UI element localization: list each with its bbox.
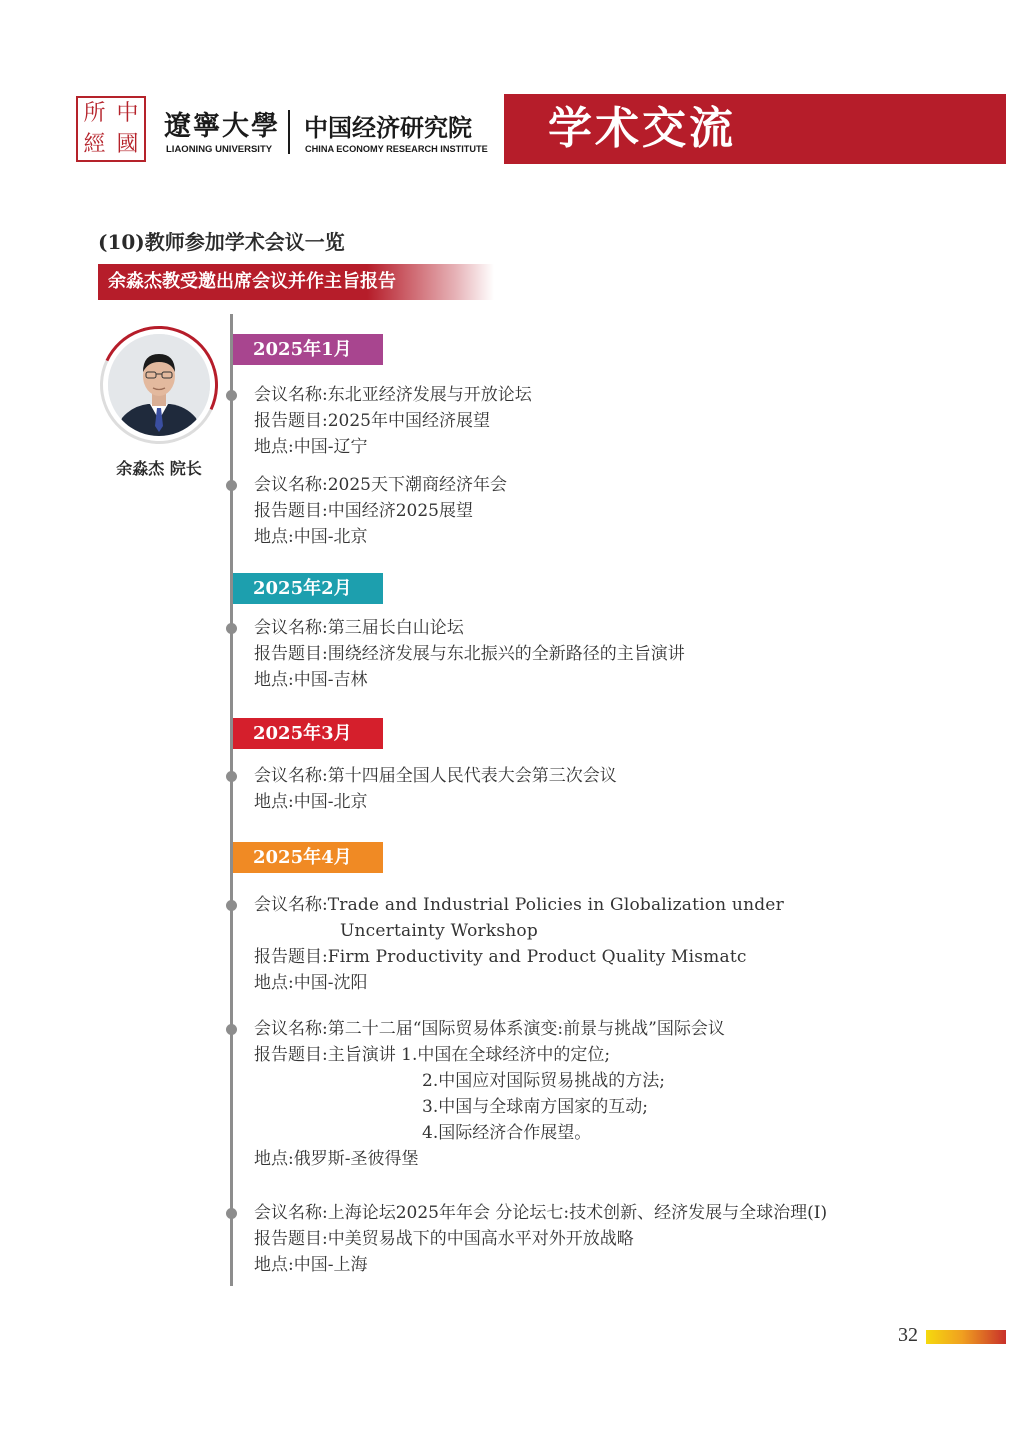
meeting-label: 会议名称: [254,385,328,405]
institute-name: 中国经济研究院 [304,114,472,142]
location: 中国-辽宁 [293,437,368,457]
report-topic-item: 2.中国应对国际贸易挑战的方法; [422,1071,665,1091]
topic-label: 报告题目: [254,501,328,521]
meeting-label: 会议名称: [254,1203,328,1223]
topic-label: 报告题目: [254,1045,328,1065]
location: 中国-北京 [293,527,368,547]
meeting-label: 会议名称: [254,1019,328,1039]
conference-entry [254,892,784,996]
meeting-name: 上海论坛2025年年会 分论坛七:技术创新、经济发展与全球治理(I) [327,1203,828,1223]
location-label: 地点: [254,1255,294,1275]
conference-entry [254,472,507,550]
timeline-dot [226,1208,237,1219]
conference-entry [254,763,617,815]
meeting-name: 第二十二届“国际贸易体系演变:前景与挑战”国际会议 [327,1019,725,1039]
avatar [108,334,210,436]
topic-label: 报告题目: [254,947,328,967]
section-title: (10)教师参加学术会议一览 [98,230,345,254]
seal-char: 經 [83,131,106,157]
report-topic-item: 4.国际经济合作展望。 [422,1123,592,1143]
location-label: 地点: [254,437,294,457]
topic-label: 报告题目: [254,644,328,664]
report-topic: 主旨演讲 1.中国在全球经济中的定位; [327,1045,611,1065]
conference-entry [254,382,532,460]
report-topic: 围绕经济发展与东北振兴的全新路径的主旨演讲 [327,644,685,664]
report-topic: Firm Productivity and Product Quality Mismatc [327,947,747,967]
conference-entry [254,615,685,693]
timeline-dot [226,480,237,491]
university-logo-text: 遼寧大學 [164,111,280,142]
topic-label: 报告题目: [254,1229,328,1249]
person-name: 余淼杰 院长 [116,459,202,478]
topic-label: 报告题目: [254,411,328,431]
timeline-dot [226,623,237,634]
meeting-name: 第十四届全国人民代表大会第三次会议 [327,766,617,786]
seal-char: 所 [83,100,106,126]
location: 中国-北京 [293,792,368,812]
meeting-name-continued: Uncertainty Workshop [340,921,538,941]
month-label-mar: 2025年3月 [233,718,383,749]
meeting-name: 第三届长白山论坛 [327,618,464,638]
university-name-en: LIAONING UNIVERSITY [166,144,273,155]
location: 俄罗斯-圣彼得堡 [293,1149,419,1169]
meeting-label: 会议名称: [254,766,328,786]
subtitle-banner: 余淼杰教受邀出席会议并作主旨报告 [98,264,494,300]
location-label: 地点: [254,1149,294,1169]
institute-name-en: CHINA ECONOMY RESEARCH INSTITUTE [305,144,488,154]
meeting-label: 会议名称: [254,475,328,495]
report-topic: 2025年中国经济展望 [327,411,490,431]
location: 中国-上海 [293,1255,368,1275]
meeting-name: Trade and Industrial Policies in Globalization under [327,895,784,915]
logo-divider [288,110,290,154]
location: 中国-沈阳 [293,973,368,993]
institute-seal-logo [76,96,146,162]
location: 中国-吉林 [293,670,368,690]
month-label-apr: 2025年4月 [233,842,383,873]
conference-entry [254,1016,725,1172]
location-label: 地点: [254,527,294,547]
report-topic-item: 3.中国与全球南方国家的互动; [422,1097,648,1117]
meeting-name: 东北亚经济发展与开放论坛 [327,385,532,405]
seal-char: 國 [116,131,139,157]
meeting-label: 会议名称: [254,618,328,638]
report-topic: 中美贸易战下的中国高水平对外开放战略 [327,1229,634,1249]
location-label: 地点: [254,670,294,690]
timeline-dot [226,771,237,782]
header-banner: 学术交流 [504,94,1006,164]
timeline-dot [226,900,237,911]
month-label-feb: 2025年2月 [233,573,383,604]
meeting-label: 会议名称: [254,895,328,915]
meeting-name: 2025天下潮商经济年会 [327,475,507,495]
seal-char: 中 [116,100,139,126]
page-number: 32 [898,1324,918,1346]
month-label-jan: 2025年1月 [233,334,383,365]
location-label: 地点: [254,973,294,993]
timeline-line [230,314,233,1286]
location-label: 地点: [254,792,294,812]
page-accent-bar [926,1330,1006,1344]
timeline-dot [226,390,237,401]
conference-entry [254,1200,827,1278]
report-topic: 中国经济2025展望 [327,501,473,521]
timeline-dot [226,1024,237,1035]
